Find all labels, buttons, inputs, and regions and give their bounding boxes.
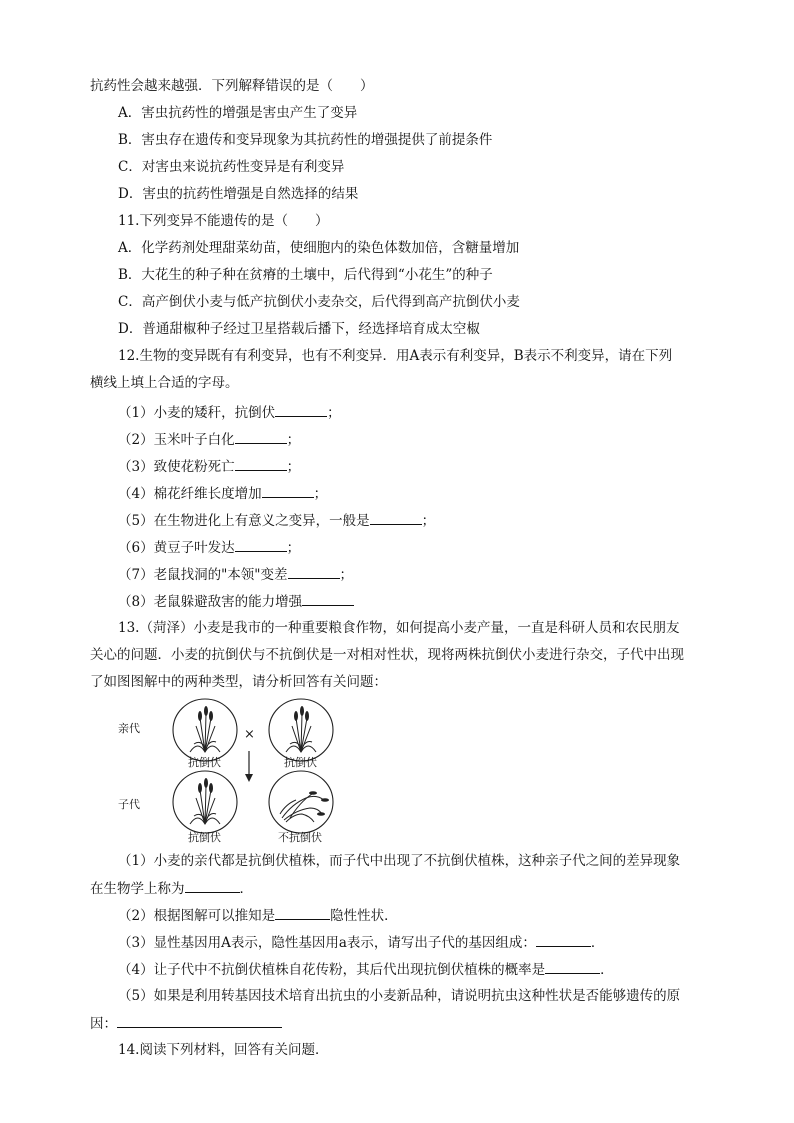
q12-item-3 — [118, 456, 300, 477]
q12-stem-line2: 横线上填上合适的字母。 — [90, 375, 239, 391]
down-arrow — [245, 751, 253, 782]
q14-stem: 14.阅读下列材料，回答有关问题． — [118, 1042, 329, 1058]
label-child1: 抗倒伏 — [188, 831, 221, 844]
label-child-generation: 子代 — [118, 798, 140, 811]
q13-sub1-end: ． — [239, 881, 253, 897]
q12-item-text: （3）致使花粉死亡 — [118, 459, 235, 475]
answer-blank[interactable] — [117, 1013, 282, 1028]
q13-stem-line2: 关心的问题．小麦的抗倒伏与不抗倒伏是一对相对性状，现将两株抗倒伏小麦进行杂交，子代中出现 — [90, 647, 684, 663]
q12-item-end: ； — [421, 513, 436, 529]
q11-option-c: C．高产倒伏小麦与低产抗倒伏小麦杂交，后代得到高产抗倒伏小麦 — [118, 294, 520, 310]
q12-item-end: ； — [286, 432, 301, 448]
q12-item-5 — [118, 510, 435, 531]
answer-blank[interactable] — [235, 537, 287, 552]
q10-option-a: A．害虫抗药性的增强是害虫产生了变异 — [118, 105, 358, 121]
q10-option-d: D．害虫的抗药性增强是自然选择的结果 — [118, 186, 359, 202]
q12-item-text: （6）黄豆子叶发达 — [118, 540, 235, 556]
label-child2: 不抗倒伏 — [278, 831, 322, 844]
q13-sub1-line1: （1）小麦的亲代都是抗倒伏植株，而子代中出现了不抗倒伏植株，这种亲子代之间的差异现象 — [118, 853, 681, 869]
upright-wheat-icon — [286, 714, 316, 752]
lodged-wheat-icon — [280, 794, 324, 822]
q13-sub3-text: （3）显性基因用A表示，隐性基因用a表示，请写出子代的基因组成： — [118, 935, 536, 951]
q12-item-2 — [118, 429, 300, 450]
q12-item-end: ； — [286, 540, 301, 556]
q13-sub4-text: （4）让子代中不抗倒伏植株自花传粉，其后代出现抗倒伏植株的概率是 — [118, 962, 546, 978]
child1-ellipse — [173, 771, 237, 833]
answer-blank[interactable] — [235, 429, 287, 444]
q12-item-7 — [118, 564, 353, 585]
answer-blank[interactable] — [288, 564, 340, 579]
answer-blank[interactable] — [302, 591, 354, 606]
upright-wheat-icon — [190, 786, 220, 824]
q12-item-6 — [118, 537, 300, 558]
q12-item-4 — [118, 483, 327, 504]
q13-sub4 — [118, 959, 614, 980]
q13-sub2-text: （2）根据图解可以推知是 — [118, 908, 276, 924]
q13-sub5-line1: （5）如果是利用转基因技术培育出抗虫的小麦新品种，请说明抗虫这种性状是否能够遗传的原 — [118, 988, 681, 1004]
q12-item-text: （1）小麦的矮秆，抗倒伏 — [118, 405, 276, 421]
q12-item-text: （2）玉米叶子白化 — [118, 432, 235, 448]
q11-stem: 11.下列变异不能遗传的是（ ） — [118, 213, 329, 229]
label-parent2: 抗倒伏 — [284, 756, 317, 769]
answer-blank[interactable] — [370, 510, 422, 525]
q10-intro: 抗药性会越来越强．下列解释错误的是（ ） — [90, 78, 374, 94]
label-parent-generation: 亲代 — [118, 722, 140, 735]
q12-item-end: ； — [339, 567, 354, 583]
q13-sub2-end: 隐性性状． — [330, 908, 398, 924]
wheat-cross-diagram — [110, 696, 360, 848]
answer-blank[interactable] — [536, 932, 591, 947]
child2-ellipse — [269, 771, 333, 833]
answer-blank[interactable] — [545, 959, 600, 974]
q12-item-text: （8）老鼠躲避敌害的能力增强 — [118, 594, 303, 610]
answer-blank[interactable] — [235, 456, 287, 471]
q13-sub3-end: ． — [590, 935, 605, 951]
answer-blank[interactable] — [275, 402, 327, 417]
q12-item-end: ； — [286, 459, 301, 475]
q12-item-8 — [118, 591, 354, 612]
upright-wheat-icon — [190, 714, 220, 752]
answer-blank[interactable] — [185, 878, 240, 893]
q11-option-a: A．化学药剂处理甜菜幼苗，使细胞内的染色体数加倍，含糖量增加 — [118, 240, 520, 256]
q10-option-c: C．对害虫来说抗药性变异是有利变异 — [118, 159, 345, 175]
label-parent1: 抗倒伏 — [188, 756, 221, 769]
parent2-ellipse — [269, 699, 333, 761]
q12-item-1 — [118, 402, 341, 423]
q12-stem-line1: 12.生物的变异既有有利变异，也有不利变异．用A表示有利变异，B表示不利变异，请在下列 — [118, 348, 673, 364]
q13-sub2 — [118, 905, 398, 926]
q11-option-b: B．大花生的种子种在贫瘠的土壤中，后代得到“小花生”的种子 — [118, 267, 493, 283]
q13-sub1-text: 在生物学上称为 — [90, 881, 185, 897]
cross-symbol: × — [244, 727, 255, 742]
q12-item-text: （5）在生物进化上有意义之变异，一般是 — [118, 513, 370, 529]
q12-item-end: ； — [327, 405, 341, 421]
parent1-ellipse — [173, 699, 237, 761]
q13-stem-line1: 13.（菏泽）小麦是我市的一种重要粮食作物，如何提高小麦产量，一直是科研人员和农民朋友 — [118, 620, 680, 636]
q10-option-b: B．害虫存在遗传和变异现象为其抗药性的增强提供了前提条件 — [118, 132, 493, 148]
answer-blank[interactable] — [262, 483, 314, 498]
q12-item-text: （4）棉花纤维长度增加 — [118, 486, 262, 502]
q11-option-d: D．普通甜椒种子经过卫星搭载后播下，经选择培育成太空椒 — [118, 321, 480, 337]
q12-item-end: ； — [313, 486, 328, 502]
q12-item-text: （7）老鼠找洞的"本领"变差 — [118, 567, 288, 583]
answer-blank[interactable] — [275, 905, 330, 920]
q13-sub5-line2 — [90, 1013, 282, 1034]
q13-sub5-text: 因： — [90, 1016, 117, 1032]
q13-stem-line3: 了如图图解中的两种类型，请分析回答有关问题： — [90, 674, 387, 690]
q13-sub3 — [118, 932, 604, 953]
q13-sub4-end: ． — [600, 962, 614, 978]
q13-sub1-line2 — [90, 878, 253, 899]
